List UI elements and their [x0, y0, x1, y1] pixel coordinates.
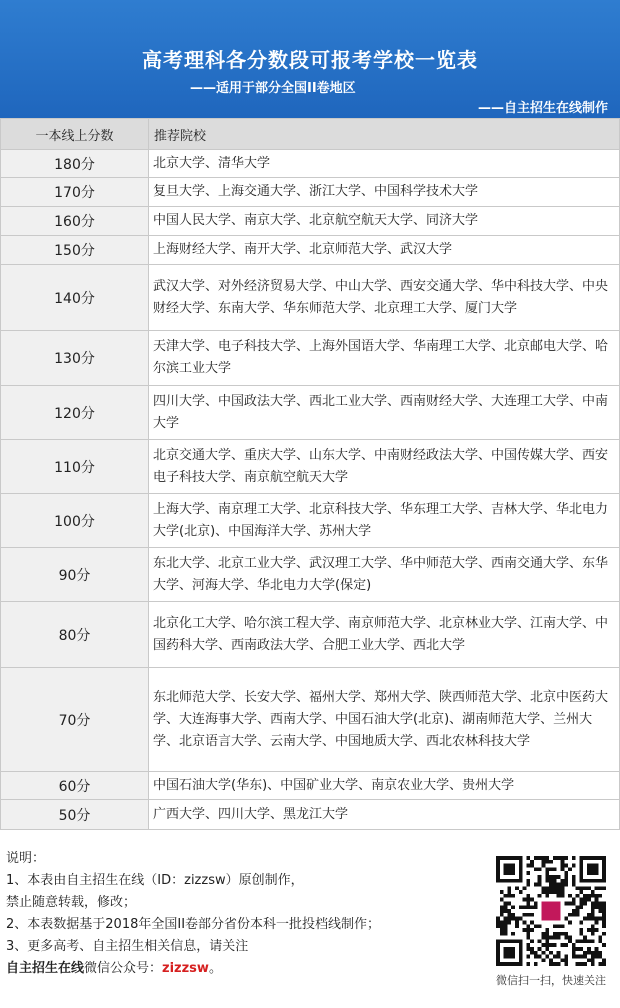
table-row [1, 602, 620, 668]
account-id: zizzsw [162, 961, 209, 976]
schools-cell: 广西大学、四川大学、黑龙江大学 [149, 800, 620, 830]
score-cell: 90分 [1, 548, 149, 602]
table-row [1, 207, 620, 236]
table-row [1, 494, 620, 548]
schools-cell: 中国石油大学(华东)、中国矿业大学、南京农业大学、贵州大学 [149, 772, 620, 800]
score-cell: 60分 [1, 772, 149, 800]
table-row [1, 386, 620, 440]
page-subtitle: ——适用于部分全国II卷地区 [190, 81, 356, 96]
qr-block [494, 856, 608, 988]
schools-cell: 复旦大学、上海交通大学、浙江大学、中国科学技术大学 [149, 178, 620, 207]
score-cell: 100分 [1, 494, 149, 548]
score-table [0, 118, 620, 830]
score-cell: 150分 [1, 236, 149, 265]
header-banner [0, 0, 620, 118]
account-label: 微信公众号： [84, 961, 163, 976]
qr-code-icon[interactable] [496, 856, 606, 966]
table-row [1, 331, 620, 386]
schools-cell: 中国人民大学、南京大学、北京航空航天大学、同济大学 [149, 207, 620, 236]
score-cell: 50分 [1, 800, 149, 830]
score-cell: 110分 [1, 440, 149, 494]
table-row [1, 668, 620, 772]
schools-cell: 上海财经大学、南开大学、北京师范大学、武汉大学 [149, 236, 620, 265]
notes-footer [6, 958, 486, 980]
table-row [1, 178, 620, 207]
schools-cell: 北京交通大学、重庆大学、山东大学、中南财经政法大学、中国传媒大学、西安电子科技大学、南京航空航天大学 [149, 440, 620, 494]
notes-heading: 说明： [6, 851, 46, 866]
table-row [1, 236, 620, 265]
table-row [1, 800, 620, 830]
credit-line: ——自主招生在线制作 [477, 101, 608, 116]
schools-cell: 东北师范大学、长安大学、福州大学、郑州大学、陕西师范大学、北京中医药大学、大连海事大学、西南大学、中国石油大学(北京)、湖南师范大学、兰州大学、北京语言大学、云南大学、中国地质大学、西北农林科技大学 [149, 668, 620, 772]
schools-cell: 天津大学、电子科技大学、上海外国语大学、华南理工大学、北京邮电大学、哈尔滨工业大学 [149, 331, 620, 386]
schools-cell: 武汉大学、对外经济贸易大学、中山大学、西安交通大学、华中科技大学、中央财经大学、东南大学、华东师范大学、北京理工大学、厦门大学 [149, 265, 620, 331]
score-cell: 180分 [1, 150, 149, 178]
column-header-schools: 推荐院校 [149, 119, 620, 150]
qr-caption: 微信扫一扫，快速关注 [496, 974, 606, 987]
table-row [1, 772, 620, 800]
schools-cell: 北京化工大学、哈尔滨工程大学、南京师范大学、北京林业大学、江南大学、中国药科大学、西南政法大学、合肥工业大学、西北大学 [149, 602, 620, 668]
notes-line: 3、更多高考、自主招生相关信息，请关注 [6, 939, 249, 954]
table-header-row [1, 119, 620, 150]
score-cell: 170分 [1, 178, 149, 207]
account-name: 自主招生在线 [6, 961, 85, 976]
table-row [1, 150, 620, 178]
page-title: 高考理科各分数段可报考学校一览表 [142, 48, 478, 72]
schools-cell: 上海大学、南京理工大学、北京科技大学、华东理工大学、吉林大学、华北电力大学(北京)、中国海洋大学、苏州大学 [149, 494, 620, 548]
notes-line: 1、本表由自主招生在线（ID：zizzsw）原创制作， [6, 873, 304, 888]
score-cell: 80分 [1, 602, 149, 668]
account-end: 。 [208, 961, 222, 976]
schools-cell: 四川大学、中国政法大学、西北工业大学、西南财经大学、大连理工大学、中南大学 [149, 386, 620, 440]
column-header-score: 一本线上分数 [1, 119, 149, 150]
score-cell: 160分 [1, 207, 149, 236]
notes-line: 禁止随意转载，修改； [6, 895, 137, 910]
notes-section [6, 848, 486, 980]
schools-cell: 北京大学、清华大学 [149, 150, 620, 178]
table-row [1, 548, 620, 602]
schools-cell: 东北大学、北京工业大学、武汉理工大学、华中师范大学、西南交通大学、东华大学、河海大学、华北电力大学(保定) [149, 548, 620, 602]
notes-line: 2、本表数据基于2018年全国II卷部分省份本科一批投档线制作； [6, 917, 381, 932]
score-cell: 130分 [1, 331, 149, 386]
score-cell: 120分 [1, 386, 149, 440]
score-cell: 70分 [1, 668, 149, 772]
table-row [1, 440, 620, 494]
score-cell: 140分 [1, 265, 149, 331]
table-row [1, 265, 620, 331]
